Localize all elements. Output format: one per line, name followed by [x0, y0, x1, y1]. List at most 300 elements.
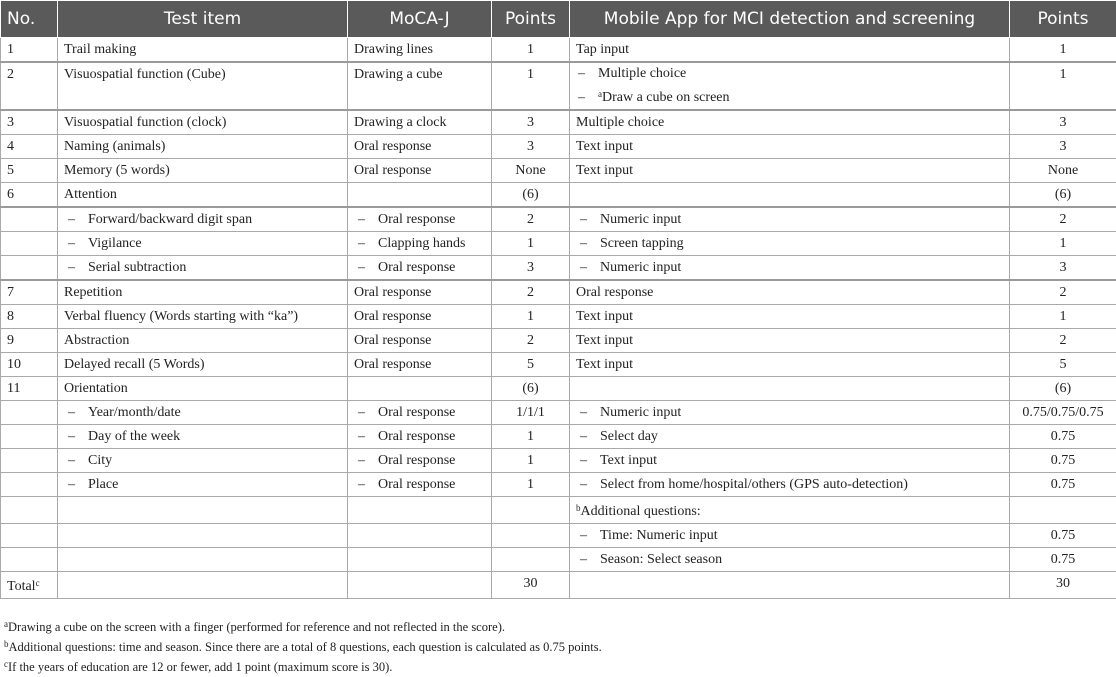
dash-mark: – [578, 425, 600, 448]
cell-app-points-text: 3 [1060, 139, 1067, 154]
cell-test-item [58, 449, 348, 473]
cell-no-text: 5 [7, 163, 14, 178]
cell-test-item-text: Serial subtraction [88, 260, 186, 275]
cell-moca-j-text: Clapping hands [378, 236, 466, 251]
cell-no [1, 449, 58, 473]
cell-moca-points-text: 2 [527, 333, 534, 348]
cell-no-text: 7 [7, 285, 14, 300]
cell-no [1, 280, 58, 305]
cell-app-points [1010, 62, 1116, 110]
cell-moca-j [348, 62, 492, 110]
cell-app-points-text: (6) [1055, 187, 1071, 202]
cell-moca-j-text: Drawing a cube [354, 67, 443, 82]
cell-test-item-text: Year/month/date [88, 405, 181, 420]
cell-mobile-app-text: Text input [576, 357, 633, 372]
footnote-b: $^b$Additional questions: time and season. Since there are a total of 8 questions, each question is calculated as 0.75 points. [4, 634, 602, 654]
dash-mark: – [66, 425, 88, 448]
cell-test-item [58, 497, 348, 524]
cell-moca-j [348, 449, 492, 473]
cell-mobile-app [570, 62, 1010, 110]
cell-no [1, 401, 58, 425]
cell-app-points [1010, 38, 1116, 63]
cell-mobile-app-text: Oral response [576, 285, 653, 300]
cell-mobile-app [570, 449, 1010, 473]
cell-no [1, 135, 58, 159]
cell-moca-j [348, 207, 492, 232]
cell-app-points-text: 1 [1060, 309, 1067, 324]
header-row [1, 1, 1116, 38]
dash-mark: – [578, 449, 600, 472]
cell-app-points-text: (6) [1055, 381, 1071, 396]
cell-app-points [1010, 377, 1116, 401]
cell-test-item [58, 280, 348, 305]
cell-mobile-app [570, 207, 1010, 232]
cell-app-points [1010, 548, 1116, 572]
cell-mobile-app [570, 548, 1010, 572]
table-row [1, 256, 1116, 281]
cell-no [1, 377, 58, 401]
cell-moca-j-text: Oral response [354, 285, 431, 300]
app-option-text: Draw a cube on screen [602, 90, 730, 105]
cell-moca-j [348, 38, 492, 63]
cell-app-points [1010, 473, 1116, 497]
cell-app-points-text: 0.75 [1051, 552, 1076, 567]
cell-mobile-app [570, 353, 1010, 377]
cell-app-points [1010, 232, 1116, 256]
cell-test-item [58, 183, 348, 208]
cell-app-points-text: 0.75 [1051, 528, 1076, 543]
cell-moca-points-text: 1 [527, 67, 534, 82]
cell-no [1, 110, 58, 135]
cell-test-item [58, 425, 348, 449]
table-row [1, 524, 1116, 548]
cell-moca-points [492, 401, 570, 425]
cell-app-points-text: 3 [1060, 115, 1067, 130]
cell-mobile-app-text: Screen tapping [600, 236, 684, 251]
cell-moca-points-text: 1/1/1 [516, 405, 545, 420]
dash-mark: – [66, 256, 88, 279]
cell-app-points [1010, 110, 1116, 135]
dash-mark: – [576, 87, 598, 108]
dash-mark: – [66, 232, 88, 255]
table-row [1, 497, 1116, 524]
cell-app-points [1010, 256, 1116, 281]
cell-app-points-text: 2 [1060, 285, 1067, 300]
cell-moca-points [492, 473, 570, 497]
cell-no [1, 62, 58, 110]
cell-moca-points [492, 62, 570, 110]
table-row [1, 207, 1116, 232]
cell-app-points-text: 2 [1060, 212, 1067, 227]
cell-test-item [58, 38, 348, 63]
cell-moca-j [348, 425, 492, 449]
cell-test-item [58, 548, 348, 572]
cell-mobile-app [570, 256, 1010, 281]
dash-mark: – [66, 401, 88, 424]
cell-moca-points [492, 353, 570, 377]
cell-moca-j [348, 305, 492, 329]
cell-moca-points-text: 1 [527, 477, 534, 492]
table-row [1, 353, 1116, 377]
cell-test-item [58, 572, 348, 599]
cell-mobile-app-text: Select from home/hospital/others (GPS auto-detection) [600, 477, 908, 492]
dash-mark: – [356, 232, 378, 255]
cell-mobile-app [570, 183, 1010, 208]
cell-app-points-text: 0.75/0.75/0.75 [1022, 405, 1103, 420]
cell-moca-points [492, 548, 570, 572]
cell-mobile-app [570, 497, 1010, 524]
cell-mobile-app-text: Time: Numeric input [600, 528, 718, 543]
cell-app-points-text: 1 [1060, 236, 1067, 251]
cell-moca-points-text: (6) [522, 381, 538, 396]
dash-mark: – [578, 473, 600, 496]
cell-test-item-text: Attention [64, 187, 117, 202]
cell-moca-points [492, 256, 570, 281]
cell-moca-j [348, 524, 492, 548]
cell-moca-points [492, 524, 570, 548]
cell-test-item [58, 207, 348, 232]
cell-test-item-text: Orientation [64, 381, 128, 396]
cell-app-points [1010, 135, 1116, 159]
cell-no-text: 1 [7, 42, 14, 57]
cell-moca-j [348, 377, 492, 401]
cell-moca-j [348, 135, 492, 159]
cell-mobile-app-text: Multiple choice [576, 115, 664, 130]
footnote-mark-b: b [576, 503, 581, 513]
cell-no [1, 159, 58, 183]
cell-no-text: 6 [7, 187, 14, 202]
cell-no [1, 256, 58, 281]
cell-no [1, 38, 58, 63]
cell-mobile-app-text: Text input [576, 163, 633, 178]
cell-no-text: 10 [7, 357, 21, 372]
dash-mark: – [66, 473, 88, 496]
dash-mark: – [66, 449, 88, 472]
cell-app-points [1010, 425, 1116, 449]
cell-app-points [1010, 497, 1116, 524]
table-row [1, 110, 1116, 135]
cell-no [1, 305, 58, 329]
cell-moca-j-text: Oral response [378, 405, 455, 420]
cell-app-points [1010, 449, 1116, 473]
cell-app-points-text: 0.75 [1051, 453, 1076, 468]
cell-moca-points-text: 1 [527, 429, 534, 444]
cell-app-points [1010, 183, 1116, 208]
cell-moca-j [348, 159, 492, 183]
table-row [1, 377, 1116, 401]
cell-mobile-app-text: Numeric input [600, 405, 681, 420]
cell-moca-points [492, 38, 570, 63]
cell-mobile-app [570, 401, 1010, 425]
cell-test-item [58, 110, 348, 135]
cell-moca-points [492, 207, 570, 232]
cell-test-item-text: City [88, 453, 112, 468]
cell-app-points-text: 1 [1060, 42, 1067, 57]
dash-mark: – [356, 425, 378, 448]
header-mobile-app: Mobile App for MCI detection and screening [570, 1, 1010, 38]
cell-no-text: 11 [7, 381, 20, 396]
table-row [1, 38, 1116, 63]
cell-test-item-text: Vigilance [88, 236, 142, 251]
cell-moca-points-text: 2 [527, 285, 534, 300]
cell-no-text: 3 [7, 115, 14, 130]
cell-moca-j-text: Oral response [354, 357, 431, 372]
cell-test-item-text: Visuospatial function (clock) [64, 115, 226, 130]
cell-test-item [58, 305, 348, 329]
cell-mobile-app-text: Tap input [576, 42, 629, 57]
cell-test-item-text: Day of the week [88, 429, 180, 444]
cell-moca-j [348, 548, 492, 572]
cell-mobile-app [570, 524, 1010, 548]
cell-no [1, 524, 58, 548]
cell-no [1, 572, 58, 599]
table-row [1, 572, 1116, 599]
cell-test-item-text: Repetition [64, 285, 122, 300]
cell-no [1, 207, 58, 232]
cell-moca-j [348, 572, 492, 599]
cell-moca-points [492, 497, 570, 524]
table-row [1, 232, 1116, 256]
cell-mobile-app-text: Text input [576, 309, 633, 324]
cell-app-points [1010, 329, 1116, 353]
cell-app-points [1010, 572, 1116, 599]
cell-test-item [58, 524, 348, 548]
cell-mobile-app [570, 110, 1010, 135]
cell-test-item-text: Forward/backward digit span [88, 212, 252, 227]
table-row [1, 548, 1116, 572]
cell-app-points [1010, 280, 1116, 305]
cell-moca-points [492, 305, 570, 329]
header-app-points: Points [1010, 1, 1116, 38]
cell-mobile-app [570, 135, 1010, 159]
dash-mark: – [356, 473, 378, 496]
cell-moca-j-text: Oral response [354, 139, 431, 154]
cell-moca-j [348, 110, 492, 135]
cell-app-points-text: 2 [1060, 333, 1067, 348]
cell-test-item-text: Visuospatial function (Cube) [64, 67, 226, 82]
app-option-line [576, 84, 1003, 108]
dash-mark: – [578, 401, 600, 424]
cell-moca-j-text: Oral response [378, 477, 455, 492]
cell-test-item-text: Memory (5 words) [64, 163, 170, 178]
cell-test-item [58, 401, 348, 425]
dash-mark: – [356, 208, 378, 231]
cell-moca-points [492, 572, 570, 599]
cell-moca-j [348, 473, 492, 497]
dash-mark: – [578, 256, 600, 279]
cell-moca-points [492, 425, 570, 449]
dash-mark: – [576, 63, 598, 84]
cell-test-item [58, 353, 348, 377]
cell-app-points-text: 5 [1060, 357, 1067, 372]
cell-test-item-text: Abstraction [64, 333, 129, 348]
cell-no-text: 4 [7, 139, 14, 154]
cell-test-item [58, 329, 348, 353]
cell-mobile-app-text: Additional questions: [581, 504, 701, 519]
table-row [1, 425, 1116, 449]
cell-no [1, 473, 58, 497]
dash-mark: – [578, 208, 600, 231]
cell-app-points-text: None [1048, 163, 1078, 178]
cell-test-item-text: Naming (animals) [64, 139, 165, 154]
cell-app-points-text: 0.75 [1051, 429, 1076, 444]
cell-moca-points-text: 3 [527, 115, 534, 130]
cell-mobile-app-text: Season: Select season [600, 552, 722, 567]
cell-moca-points [492, 377, 570, 401]
cell-test-item [58, 62, 348, 110]
cell-moca-j [348, 401, 492, 425]
app-option-text: Multiple choice [598, 66, 686, 81]
cell-test-item-text: Place [88, 477, 118, 492]
cell-app-points-text: 1 [1060, 67, 1067, 82]
cell-moca-j-text: Oral response [378, 212, 455, 227]
cell-mobile-app [570, 159, 1010, 183]
cell-test-item [58, 135, 348, 159]
table-row [1, 449, 1116, 473]
cell-app-points [1010, 524, 1116, 548]
cell-moca-j-text: Oral response [354, 163, 431, 178]
cell-no [1, 232, 58, 256]
cell-moca-j [348, 256, 492, 281]
cell-moca-points-text: 30 [524, 576, 538, 591]
table-row [1, 183, 1116, 208]
cell-moca-j [348, 280, 492, 305]
cell-moca-points [492, 183, 570, 208]
cell-no [1, 497, 58, 524]
cell-moca-points [492, 135, 570, 159]
cell-mobile-app [570, 280, 1010, 305]
cell-mobile-app [570, 377, 1010, 401]
cell-moca-points-text: 1 [527, 453, 534, 468]
cell-no-text: Total [7, 579, 36, 594]
cell-no [1, 353, 58, 377]
cell-test-item [58, 256, 348, 281]
cell-moca-j-text: Drawing a clock [354, 115, 447, 130]
dash-mark: – [356, 449, 378, 472]
table-row [1, 280, 1116, 305]
header-moca-j: MoCA-J [348, 1, 492, 38]
cell-no-text: 8 [7, 309, 14, 324]
cell-app-points-text: 30 [1056, 576, 1070, 591]
cell-test-item [58, 377, 348, 401]
cell-no [1, 425, 58, 449]
footnote-mark-c: c [36, 578, 40, 588]
cell-moca-points-text: 1 [527, 309, 534, 324]
cell-no [1, 183, 58, 208]
cell-app-points-text: 3 [1060, 260, 1067, 275]
cell-mobile-app [570, 425, 1010, 449]
cell-moca-points [492, 110, 570, 135]
dash-mark: – [578, 232, 600, 255]
cell-moca-points [492, 329, 570, 353]
header-moca-points: Points [492, 1, 570, 38]
cell-app-points [1010, 207, 1116, 232]
cell-moca-points-text: 2 [527, 212, 534, 227]
cell-mobile-app-text: Numeric input [600, 260, 681, 275]
cell-moca-points-text: None [515, 163, 545, 178]
cell-test-item-text: Delayed recall (5 Words) [64, 357, 205, 372]
cell-moca-points-text: 1 [527, 236, 534, 251]
table-row [1, 329, 1116, 353]
cell-test-item-text: Verbal fluency (Words starting with “ka”) [64, 309, 298, 324]
cell-moca-points [492, 159, 570, 183]
cell-app-points [1010, 401, 1116, 425]
table-row [1, 401, 1116, 425]
cell-mobile-app [570, 38, 1010, 63]
cell-mobile-app-text: Numeric input [600, 212, 681, 227]
header-no: No. [1, 1, 58, 38]
cell-moca-j [348, 232, 492, 256]
table-row [1, 159, 1116, 183]
dash-mark: – [356, 256, 378, 279]
cell-test-item-text: Trail making [64, 42, 136, 57]
cell-no [1, 548, 58, 572]
cell-mobile-app-text: Text input [600, 453, 657, 468]
cell-app-points [1010, 305, 1116, 329]
footnote-a: $^a$Drawing a cube on the screen with a finger (performed for reference and not reflected in the score). [4, 614, 602, 634]
cell-moca-points-text: 3 [527, 260, 534, 275]
cell-app-points [1010, 353, 1116, 377]
header-test-item: Test item [58, 1, 348, 38]
cell-app-points [1010, 159, 1116, 183]
cell-mobile-app [570, 305, 1010, 329]
cell-test-item [58, 159, 348, 183]
dash-mark: – [356, 401, 378, 424]
cell-moca-points-text: (6) [522, 187, 538, 202]
cell-mobile-app-text: Select day [600, 429, 658, 444]
cell-mobile-app-text: Text input [576, 333, 633, 348]
footnote-c: $^c$If the years of education are 12 or fewer, add 1 point (maximum score is 30). [4, 654, 602, 674]
footnotes [4, 614, 602, 674]
cell-moca-j-text: Oral response [354, 333, 431, 348]
cell-moca-j [348, 329, 492, 353]
cell-app-points-text: 0.75 [1051, 477, 1076, 492]
dash-mark: – [578, 524, 600, 547]
cell-moca-j [348, 497, 492, 524]
cell-moca-j-text: Oral response [378, 260, 455, 275]
cell-moca-points-text: 5 [527, 357, 534, 372]
cell-mobile-app [570, 572, 1010, 599]
cell-moca-j-text: Drawing lines [354, 42, 433, 57]
cell-moca-j [348, 353, 492, 377]
dash-mark: – [66, 208, 88, 231]
cell-moca-points [492, 280, 570, 305]
cell-test-item [58, 473, 348, 497]
cell-mobile-app-text: Text input [576, 139, 633, 154]
table-row [1, 135, 1116, 159]
app-option-line [576, 63, 1003, 84]
table-row [1, 62, 1116, 110]
cell-no [1, 329, 58, 353]
cell-mobile-app [570, 473, 1010, 497]
cell-moca-points-text: 3 [527, 139, 534, 154]
cell-moca-j [348, 183, 492, 208]
cell-moca-j-text: Oral response [378, 429, 455, 444]
table-row [1, 473, 1116, 497]
cell-mobile-app [570, 232, 1010, 256]
cell-moca-j-text: Oral response [354, 309, 431, 324]
cell-moca-points [492, 232, 570, 256]
table-row [1, 305, 1116, 329]
cell-no-text: 9 [7, 333, 14, 348]
cell-mobile-app [570, 329, 1010, 353]
footnote-mark-a: a [598, 89, 602, 99]
cell-test-item [58, 232, 348, 256]
dash-mark: – [578, 548, 600, 571]
cell-no-text: 2 [7, 67, 14, 82]
cell-moca-points-text: 1 [527, 42, 534, 57]
cell-moca-points [492, 449, 570, 473]
